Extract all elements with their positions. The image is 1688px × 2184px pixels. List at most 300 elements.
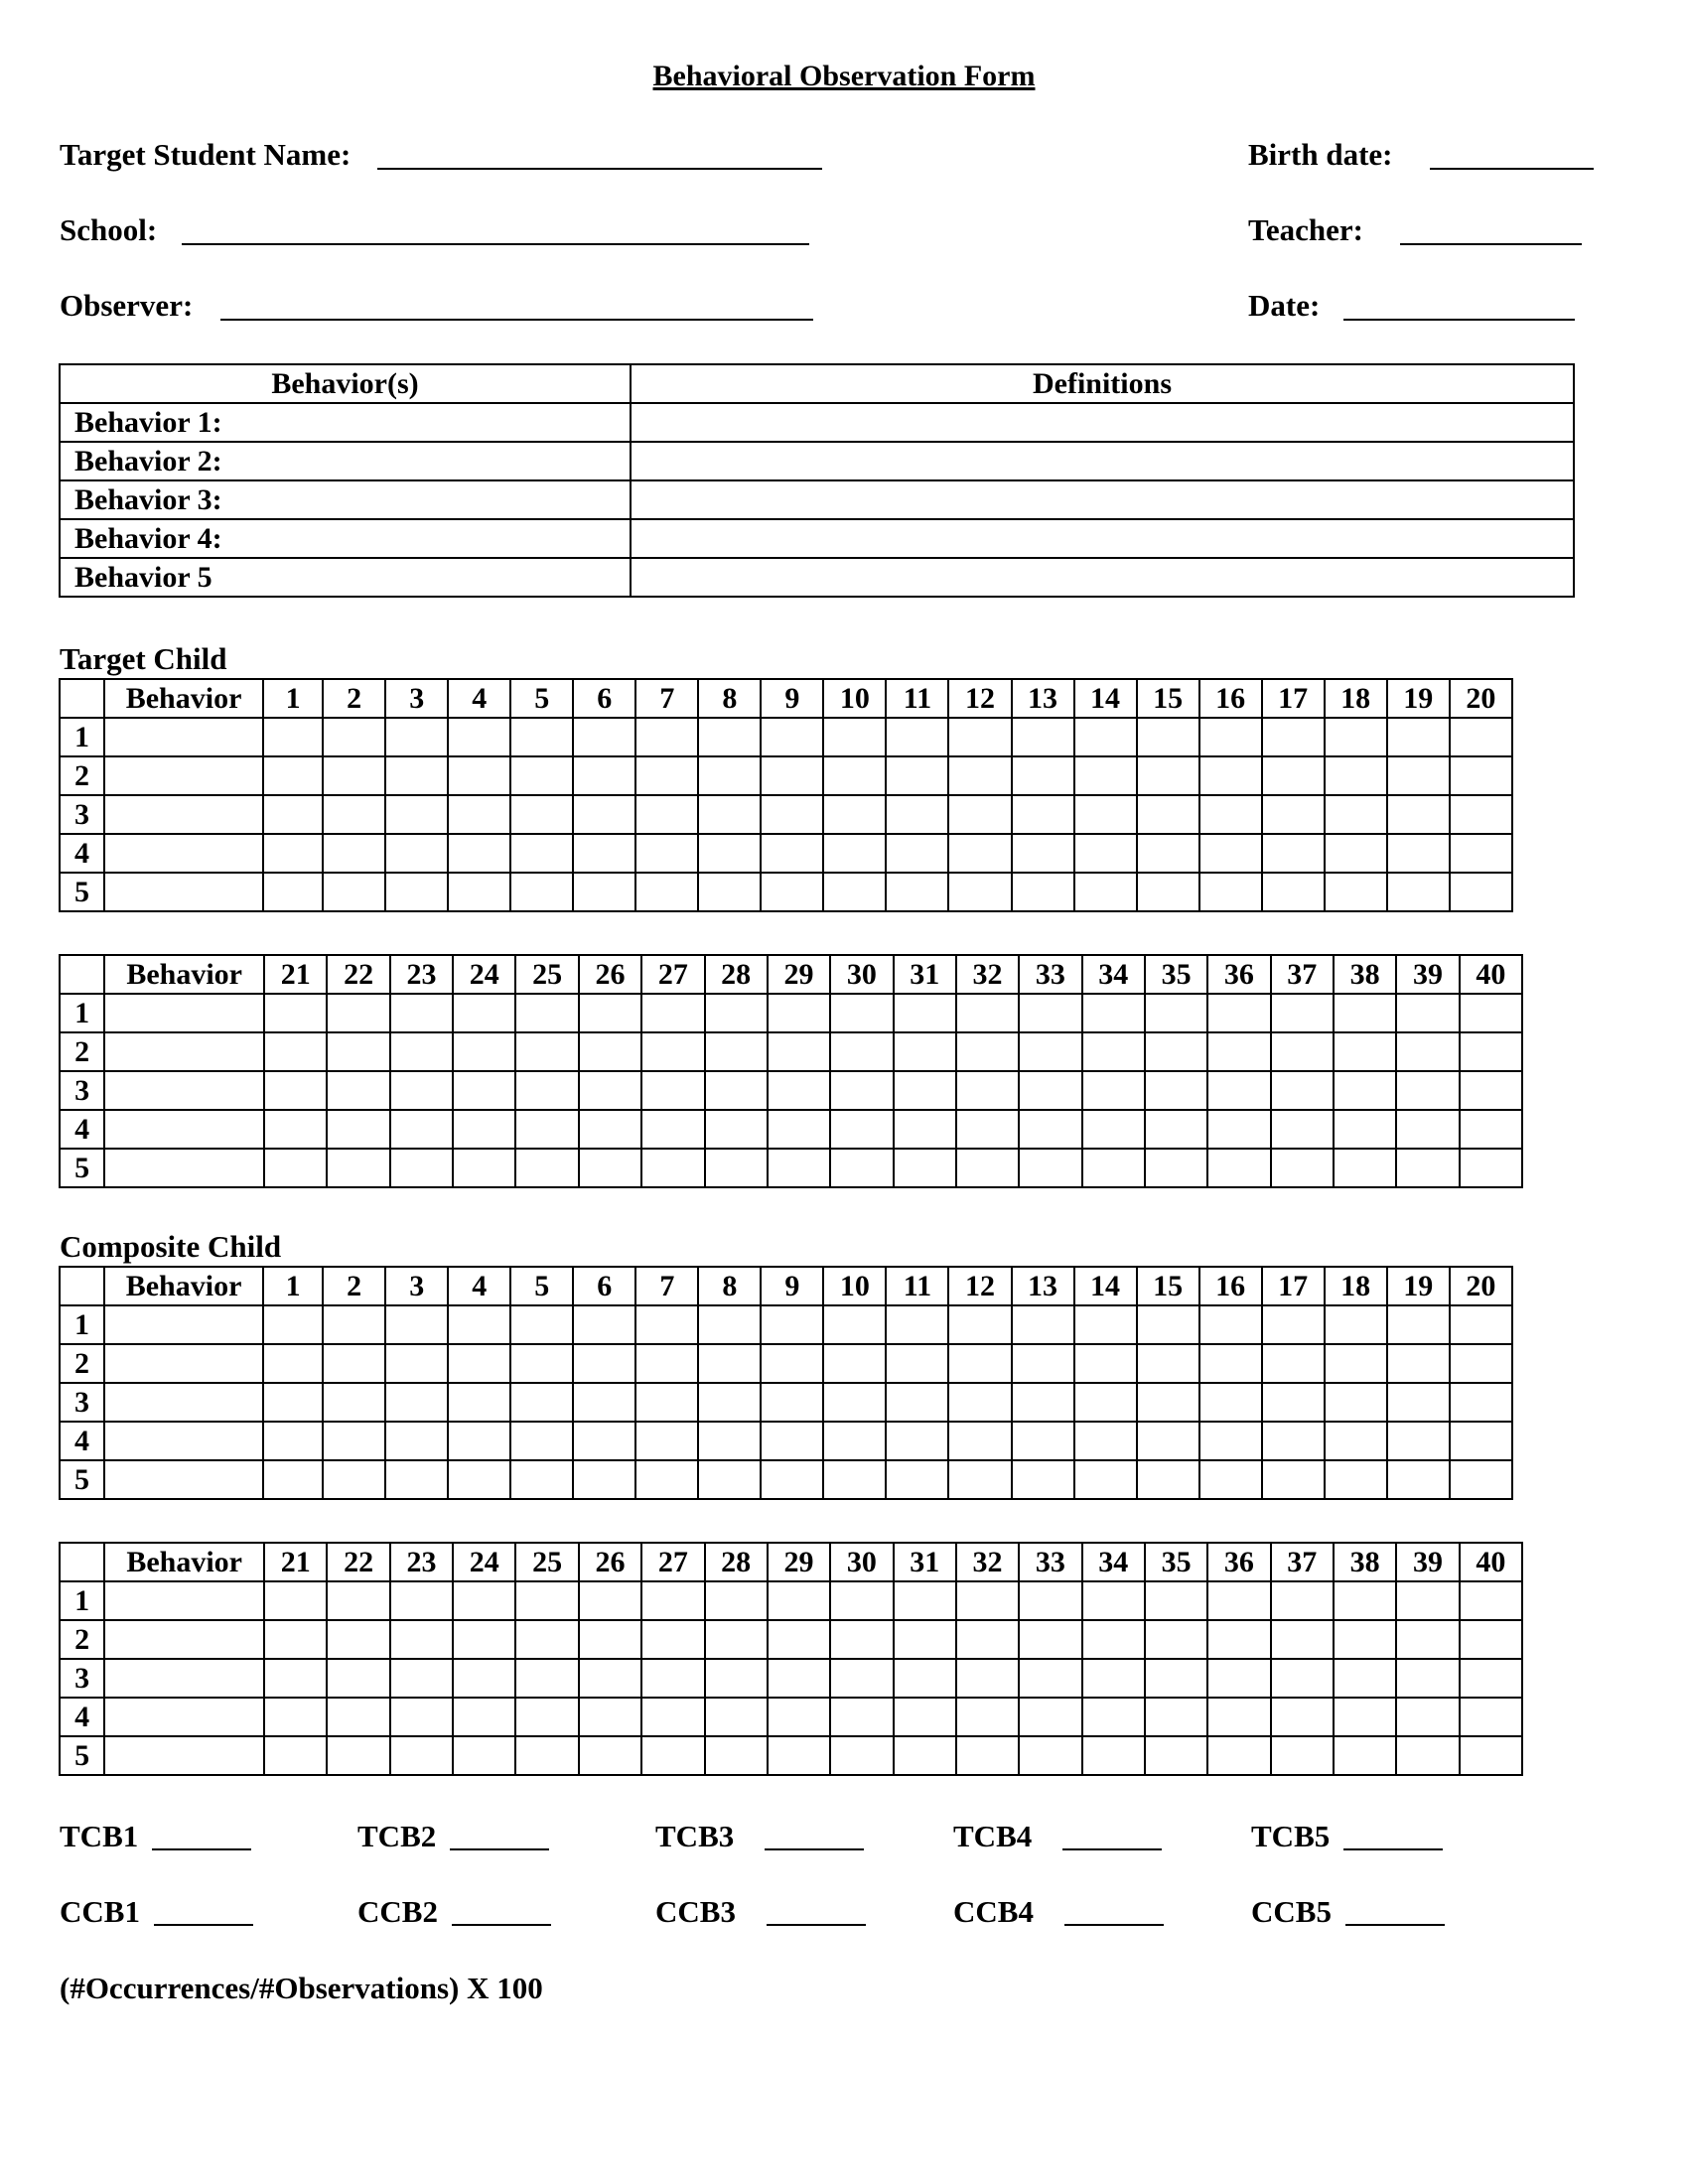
interval-cell[interactable]	[705, 1032, 768, 1071]
interval-cell[interactable]	[1450, 1383, 1512, 1422]
interval-cell[interactable]	[1207, 1620, 1270, 1659]
interval-cell[interactable]	[1145, 1149, 1207, 1187]
interval-cell[interactable]	[327, 1149, 389, 1187]
interval-cell[interactable]	[1387, 1383, 1450, 1422]
interval-cell[interactable]	[1207, 1110, 1270, 1149]
interval-cell[interactable]	[768, 1698, 830, 1736]
behavior-cell[interactable]	[104, 1422, 263, 1460]
interval-cell[interactable]	[1262, 1460, 1325, 1499]
interval-cell[interactable]	[768, 1736, 830, 1775]
behavior-cell[interactable]	[104, 873, 263, 911]
interval-cell[interactable]	[635, 756, 698, 795]
interval-cell[interactable]	[823, 795, 886, 834]
interval-cell[interactable]	[1019, 1659, 1081, 1698]
interval-cell[interactable]	[641, 1032, 704, 1071]
interval-cell[interactable]	[515, 1620, 578, 1659]
interval-cell[interactable]	[894, 994, 956, 1032]
interval-cell[interactable]	[515, 1581, 578, 1620]
interval-cell[interactable]	[1019, 1110, 1081, 1149]
interval-cell[interactable]	[1460, 1659, 1522, 1698]
interval-cell[interactable]	[1334, 1620, 1396, 1659]
interval-cell[interactable]	[453, 1736, 515, 1775]
interval-cell[interactable]	[579, 1149, 641, 1187]
interval-cell[interactable]	[761, 1383, 823, 1422]
interval-cell[interactable]	[515, 1032, 578, 1071]
interval-cell[interactable]	[1012, 834, 1074, 873]
interval-cell[interactable]	[1334, 1032, 1396, 1071]
interval-cell[interactable]	[1137, 756, 1199, 795]
interval-cell[interactable]	[886, 1383, 948, 1422]
interval-cell[interactable]	[510, 718, 573, 756]
ccb2-line[interactable]	[452, 1924, 551, 1926]
interval-cell[interactable]	[886, 1305, 948, 1344]
interval-cell[interactable]	[510, 1344, 573, 1383]
behavior-cell[interactable]	[104, 1032, 264, 1071]
behavior-cell[interactable]	[104, 1736, 264, 1775]
interval-cell[interactable]	[948, 1383, 1011, 1422]
interval-cell[interactable]	[1387, 1460, 1450, 1499]
interval-cell[interactable]	[1145, 1110, 1207, 1149]
date-line[interactable]	[1343, 319, 1575, 321]
interval-cell[interactable]	[1396, 1110, 1459, 1149]
interval-cell[interactable]	[1082, 1110, 1145, 1149]
interval-cell[interactable]	[1396, 1149, 1459, 1187]
interval-cell[interactable]	[264, 1659, 327, 1698]
interval-cell[interactable]	[1145, 1032, 1207, 1071]
interval-cell[interactable]	[1325, 756, 1387, 795]
interval-cell[interactable]	[1460, 1149, 1522, 1187]
interval-cell[interactable]	[448, 718, 510, 756]
interval-cell[interactable]	[1262, 795, 1325, 834]
interval-cell[interactable]	[1019, 1581, 1081, 1620]
tcb5-line[interactable]	[1343, 1848, 1443, 1850]
interval-cell[interactable]	[956, 1581, 1019, 1620]
interval-cell[interactable]	[1199, 1460, 1262, 1499]
interval-cell[interactable]	[1199, 873, 1262, 911]
interval-cell[interactable]	[510, 795, 573, 834]
interval-cell[interactable]	[761, 1460, 823, 1499]
interval-cell[interactable]	[573, 795, 635, 834]
interval-cell[interactable]	[448, 1383, 510, 1422]
interval-cell[interactable]	[385, 1344, 448, 1383]
behavior-cell[interactable]	[104, 1305, 263, 1344]
interval-cell[interactable]	[1012, 756, 1074, 795]
interval-cell[interactable]	[1460, 1032, 1522, 1071]
interval-cell[interactable]	[894, 1071, 956, 1110]
interval-cell[interactable]	[1019, 994, 1081, 1032]
interval-cell[interactable]	[894, 1736, 956, 1775]
interval-cell[interactable]	[1199, 834, 1262, 873]
interval-cell[interactable]	[327, 1110, 389, 1149]
interval-cell[interactable]	[579, 1736, 641, 1775]
interval-cell[interactable]	[1012, 873, 1074, 911]
interval-cell[interactable]	[1450, 1460, 1512, 1499]
interval-cell[interactable]	[1460, 1698, 1522, 1736]
interval-cell[interactable]	[894, 1620, 956, 1659]
tcb3-line[interactable]	[765, 1848, 864, 1850]
interval-cell[interactable]	[830, 1032, 893, 1071]
interval-cell[interactable]	[1396, 1032, 1459, 1071]
interval-cell[interactable]	[510, 756, 573, 795]
interval-cell[interactable]	[1082, 994, 1145, 1032]
interval-cell[interactable]	[1262, 1344, 1325, 1383]
interval-cell[interactable]	[894, 1149, 956, 1187]
interval-cell[interactable]	[1074, 756, 1137, 795]
interval-cell[interactable]	[264, 1071, 327, 1110]
interval-cell[interactable]	[641, 1581, 704, 1620]
interval-cell[interactable]	[1460, 1071, 1522, 1110]
interval-cell[interactable]	[830, 1581, 893, 1620]
behavior-2-definition[interactable]	[631, 442, 1574, 480]
ccb3-line[interactable]	[767, 1924, 866, 1926]
interval-cell[interactable]	[1019, 1620, 1081, 1659]
behavior-cell[interactable]	[104, 1460, 263, 1499]
interval-cell[interactable]	[1271, 1736, 1334, 1775]
interval-cell[interactable]	[448, 795, 510, 834]
interval-cell[interactable]	[830, 1110, 893, 1149]
interval-cell[interactable]	[510, 1460, 573, 1499]
interval-cell[interactable]	[761, 718, 823, 756]
interval-cell[interactable]	[263, 756, 323, 795]
interval-cell[interactable]	[1334, 1659, 1396, 1698]
interval-cell[interactable]	[385, 1383, 448, 1422]
interval-cell[interactable]	[390, 1736, 453, 1775]
interval-cell[interactable]	[641, 1071, 704, 1110]
interval-cell[interactable]	[1271, 1620, 1334, 1659]
interval-cell[interactable]	[823, 1422, 886, 1460]
interval-cell[interactable]	[830, 1149, 893, 1187]
interval-cell[interactable]	[830, 1659, 893, 1698]
interval-cell[interactable]	[761, 756, 823, 795]
target-student-name-line[interactable]	[377, 168, 822, 170]
ccb1-line[interactable]	[154, 1924, 253, 1926]
interval-cell[interactable]	[948, 1422, 1011, 1460]
interval-cell[interactable]	[1334, 1110, 1396, 1149]
interval-cell[interactable]	[705, 994, 768, 1032]
interval-cell[interactable]	[1019, 1071, 1081, 1110]
interval-cell[interactable]	[448, 1422, 510, 1460]
interval-cell[interactable]	[1334, 994, 1396, 1032]
interval-cell[interactable]	[1019, 1032, 1081, 1071]
interval-cell[interactable]	[635, 1383, 698, 1422]
interval-cell[interactable]	[510, 834, 573, 873]
behavior-cell[interactable]	[104, 1698, 264, 1736]
interval-cell[interactable]	[956, 1620, 1019, 1659]
interval-cell[interactable]	[1082, 1698, 1145, 1736]
interval-cell[interactable]	[768, 1659, 830, 1698]
behavior-cell[interactable]	[104, 1344, 263, 1383]
interval-cell[interactable]	[327, 1736, 389, 1775]
interval-cell[interactable]	[948, 1344, 1011, 1383]
interval-cell[interactable]	[635, 834, 698, 873]
interval-cell[interactable]	[1074, 834, 1137, 873]
ccb4-line[interactable]	[1064, 1924, 1164, 1926]
interval-cell[interactable]	[579, 994, 641, 1032]
interval-cell[interactable]	[1074, 873, 1137, 911]
interval-cell[interactable]	[768, 994, 830, 1032]
interval-cell[interactable]	[323, 1422, 385, 1460]
interval-cell[interactable]	[510, 1422, 573, 1460]
interval-cell[interactable]	[453, 1071, 515, 1110]
interval-cell[interactable]	[1460, 1110, 1522, 1149]
interval-cell[interactable]	[641, 994, 704, 1032]
interval-cell[interactable]	[948, 1460, 1011, 1499]
interval-cell[interactable]	[705, 1659, 768, 1698]
birth-date-line[interactable]	[1430, 168, 1594, 170]
interval-cell[interactable]	[705, 1698, 768, 1736]
interval-cell[interactable]	[894, 1110, 956, 1149]
interval-cell[interactable]	[830, 1071, 893, 1110]
interval-cell[interactable]	[510, 1305, 573, 1344]
interval-cell[interactable]	[1387, 834, 1450, 873]
interval-cell[interactable]	[327, 1620, 389, 1659]
interval-cell[interactable]	[573, 1422, 635, 1460]
interval-cell[interactable]	[1199, 1422, 1262, 1460]
interval-cell[interactable]	[1334, 1698, 1396, 1736]
interval-cell[interactable]	[1074, 1305, 1137, 1344]
interval-cell[interactable]	[515, 1736, 578, 1775]
interval-cell[interactable]	[1199, 1383, 1262, 1422]
interval-cell[interactable]	[1074, 1344, 1137, 1383]
interval-cell[interactable]	[390, 1149, 453, 1187]
interval-cell[interactable]	[1387, 1344, 1450, 1383]
interval-cell[interactable]	[579, 1698, 641, 1736]
observer-line[interactable]	[220, 319, 813, 321]
interval-cell[interactable]	[579, 1110, 641, 1149]
interval-cell[interactable]	[1207, 1032, 1270, 1071]
interval-cell[interactable]	[1262, 834, 1325, 873]
interval-cell[interactable]	[894, 1659, 956, 1698]
interval-cell[interactable]	[573, 834, 635, 873]
interval-cell[interactable]	[1012, 795, 1074, 834]
interval-cell[interactable]	[1074, 718, 1137, 756]
interval-cell[interactable]	[263, 1383, 323, 1422]
interval-cell[interactable]	[830, 1698, 893, 1736]
interval-cell[interactable]	[1262, 1422, 1325, 1460]
behavior-cell[interactable]	[104, 1620, 264, 1659]
interval-cell[interactable]	[1325, 718, 1387, 756]
interval-cell[interactable]	[1396, 1698, 1459, 1736]
interval-cell[interactable]	[1460, 1736, 1522, 1775]
interval-cell[interactable]	[1387, 756, 1450, 795]
interval-cell[interactable]	[1334, 1581, 1396, 1620]
behavior-cell[interactable]	[104, 1149, 264, 1187]
interval-cell[interactable]	[1019, 1698, 1081, 1736]
interval-cell[interactable]	[264, 1149, 327, 1187]
interval-cell[interactable]	[1137, 718, 1199, 756]
interval-cell[interactable]	[323, 873, 385, 911]
interval-cell[interactable]	[264, 994, 327, 1032]
interval-cell[interactable]	[1082, 1659, 1145, 1698]
interval-cell[interactable]	[323, 1344, 385, 1383]
interval-cell[interactable]	[698, 1305, 761, 1344]
interval-cell[interactable]	[956, 994, 1019, 1032]
behavior-cell[interactable]	[104, 718, 263, 756]
tcb1-line[interactable]	[152, 1848, 251, 1850]
interval-cell[interactable]	[323, 1460, 385, 1499]
interval-cell[interactable]	[579, 1071, 641, 1110]
interval-cell[interactable]	[453, 994, 515, 1032]
interval-cell[interactable]	[948, 756, 1011, 795]
interval-cell[interactable]	[823, 1383, 886, 1422]
interval-cell[interactable]	[1145, 1071, 1207, 1110]
interval-cell[interactable]	[264, 1698, 327, 1736]
interval-cell[interactable]	[823, 756, 886, 795]
interval-cell[interactable]	[698, 1422, 761, 1460]
interval-cell[interactable]	[515, 1071, 578, 1110]
interval-cell[interactable]	[635, 718, 698, 756]
interval-cell[interactable]	[1074, 1422, 1137, 1460]
interval-cell[interactable]	[1334, 1149, 1396, 1187]
behavior-cell[interactable]	[104, 1110, 264, 1149]
interval-cell[interactable]	[515, 1110, 578, 1149]
interval-cell[interactable]	[830, 994, 893, 1032]
interval-cell[interactable]	[1396, 1581, 1459, 1620]
interval-cell[interactable]	[698, 873, 761, 911]
interval-cell[interactable]	[453, 1659, 515, 1698]
tcb2-line[interactable]	[450, 1848, 549, 1850]
interval-cell[interactable]	[1325, 1460, 1387, 1499]
interval-cell[interactable]	[1271, 1698, 1334, 1736]
behavior-cell[interactable]	[104, 1581, 264, 1620]
interval-cell[interactable]	[1137, 1460, 1199, 1499]
interval-cell[interactable]	[327, 1698, 389, 1736]
interval-cell[interactable]	[1074, 795, 1137, 834]
interval-cell[interactable]	[635, 795, 698, 834]
interval-cell[interactable]	[1396, 1620, 1459, 1659]
interval-cell[interactable]	[1145, 1659, 1207, 1698]
interval-cell[interactable]	[1262, 1305, 1325, 1344]
interval-cell[interactable]	[698, 1460, 761, 1499]
behavior-cell[interactable]	[104, 1071, 264, 1110]
interval-cell[interactable]	[264, 1736, 327, 1775]
interval-cell[interactable]	[1019, 1736, 1081, 1775]
interval-cell[interactable]	[1450, 718, 1512, 756]
interval-cell[interactable]	[1137, 834, 1199, 873]
interval-cell[interactable]	[641, 1736, 704, 1775]
interval-cell[interactable]	[515, 994, 578, 1032]
interval-cell[interactable]	[886, 756, 948, 795]
interval-cell[interactable]	[1207, 1071, 1270, 1110]
interval-cell[interactable]	[830, 1620, 893, 1659]
interval-cell[interactable]	[448, 873, 510, 911]
interval-cell[interactable]	[1082, 1736, 1145, 1775]
interval-cell[interactable]	[698, 1383, 761, 1422]
interval-cell[interactable]	[327, 1581, 389, 1620]
interval-cell[interactable]	[1325, 834, 1387, 873]
interval-cell[interactable]	[453, 1032, 515, 1071]
interval-cell[interactable]	[761, 795, 823, 834]
interval-cell[interactable]	[1325, 1344, 1387, 1383]
interval-cell[interactable]	[323, 834, 385, 873]
interval-cell[interactable]	[323, 756, 385, 795]
interval-cell[interactable]	[761, 1422, 823, 1460]
interval-cell[interactable]	[1199, 1344, 1262, 1383]
interval-cell[interactable]	[1387, 873, 1450, 911]
interval-cell[interactable]	[1396, 994, 1459, 1032]
school-line[interactable]	[182, 243, 809, 245]
interval-cell[interactable]	[1387, 1305, 1450, 1344]
interval-cell[interactable]	[1082, 1071, 1145, 1110]
interval-cell[interactable]	[323, 795, 385, 834]
interval-cell[interactable]	[1325, 873, 1387, 911]
interval-cell[interactable]	[894, 1698, 956, 1736]
interval-cell[interactable]	[448, 1305, 510, 1344]
interval-cell[interactable]	[390, 1698, 453, 1736]
interval-cell[interactable]	[705, 1581, 768, 1620]
interval-cell[interactable]	[1137, 795, 1199, 834]
tcb4-line[interactable]	[1062, 1848, 1162, 1850]
interval-cell[interactable]	[1207, 1698, 1270, 1736]
behavior-cell[interactable]	[104, 834, 263, 873]
interval-cell[interactable]	[823, 1460, 886, 1499]
interval-cell[interactable]	[390, 1071, 453, 1110]
interval-cell[interactable]	[1012, 1422, 1074, 1460]
interval-cell[interactable]	[956, 1149, 1019, 1187]
interval-cell[interactable]	[385, 795, 448, 834]
interval-cell[interactable]	[1396, 1071, 1459, 1110]
interval-cell[interactable]	[948, 1305, 1011, 1344]
interval-cell[interactable]	[1145, 1581, 1207, 1620]
interval-cell[interactable]	[1207, 1581, 1270, 1620]
interval-cell[interactable]	[1137, 1383, 1199, 1422]
interval-cell[interactable]	[1334, 1736, 1396, 1775]
interval-cell[interactable]	[956, 1698, 1019, 1736]
interval-cell[interactable]	[1137, 1422, 1199, 1460]
interval-cell[interactable]	[1334, 1071, 1396, 1110]
interval-cell[interactable]	[579, 1032, 641, 1071]
interval-cell[interactable]	[1137, 1305, 1199, 1344]
interval-cell[interactable]	[768, 1581, 830, 1620]
interval-cell[interactable]	[823, 1305, 886, 1344]
interval-cell[interactable]	[1450, 1422, 1512, 1460]
interval-cell[interactable]	[768, 1071, 830, 1110]
interval-cell[interactable]	[761, 834, 823, 873]
interval-cell[interactable]	[390, 1110, 453, 1149]
interval-cell[interactable]	[263, 873, 323, 911]
interval-cell[interactable]	[1012, 1344, 1074, 1383]
interval-cell[interactable]	[1271, 1149, 1334, 1187]
interval-cell[interactable]	[823, 718, 886, 756]
interval-cell[interactable]	[768, 1110, 830, 1149]
interval-cell[interactable]	[830, 1736, 893, 1775]
behavior-cell[interactable]	[104, 994, 264, 1032]
interval-cell[interactable]	[448, 1460, 510, 1499]
interval-cell[interactable]	[1396, 1659, 1459, 1698]
interval-cell[interactable]	[886, 873, 948, 911]
interval-cell[interactable]	[263, 834, 323, 873]
interval-cell[interactable]	[894, 1032, 956, 1071]
behavior-cell[interactable]	[104, 756, 263, 795]
interval-cell[interactable]	[705, 1149, 768, 1187]
interval-cell[interactable]	[1074, 1460, 1137, 1499]
interval-cell[interactable]	[510, 1383, 573, 1422]
interval-cell[interactable]	[768, 1620, 830, 1659]
interval-cell[interactable]	[573, 1383, 635, 1422]
interval-cell[interactable]	[579, 1581, 641, 1620]
interval-cell[interactable]	[768, 1149, 830, 1187]
interval-cell[interactable]	[385, 718, 448, 756]
interval-cell[interactable]	[448, 1344, 510, 1383]
interval-cell[interactable]	[385, 1422, 448, 1460]
interval-cell[interactable]	[1387, 718, 1450, 756]
interval-cell[interactable]	[956, 1736, 1019, 1775]
interval-cell[interactable]	[264, 1620, 327, 1659]
interval-cell[interactable]	[698, 834, 761, 873]
interval-cell[interactable]	[1271, 1110, 1334, 1149]
interval-cell[interactable]	[641, 1698, 704, 1736]
interval-cell[interactable]	[761, 873, 823, 911]
